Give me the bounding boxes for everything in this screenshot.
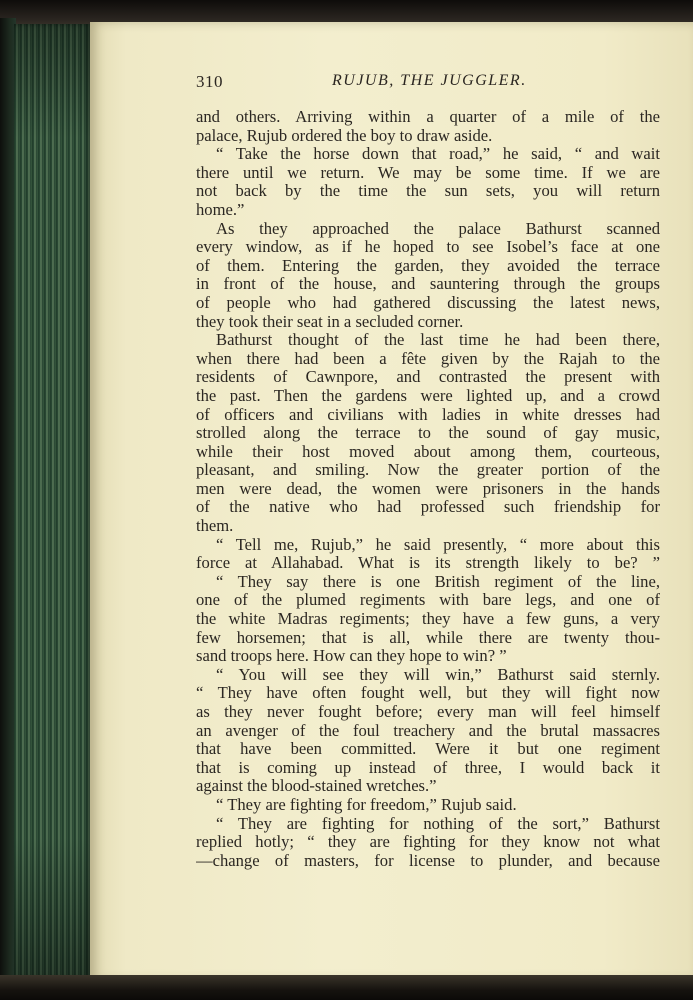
text-line: Bathurst thought of the last time he had been there, bbox=[216, 331, 660, 350]
text-line: replied hotly; “ they are fighting for they know not what bbox=[196, 833, 660, 852]
page-number: 310 bbox=[196, 72, 223, 91]
text-line: there until we return. We may be some time. If we are bbox=[196, 163, 660, 182]
running-head: RUJUB, THE JUGGLER. bbox=[332, 72, 527, 89]
text-line: “ Tell me, Rujub,” he said presently, “ more about this bbox=[216, 535, 660, 554]
text-line: that have been committed. Were it but one regiment bbox=[196, 740, 660, 759]
text-line: an avenger of the foul treachery and the brutal massacres bbox=[196, 721, 660, 740]
text-line: palace, Rujub ordered the boy to draw aside. bbox=[196, 126, 493, 145]
text-line: as they never fought before; every man will feel himself bbox=[196, 703, 660, 721]
text-line: every window, as if he hoped to see Isobel’s face at one bbox=[196, 238, 660, 257]
text-line: few horsemen; that is all, while there are twenty thou- bbox=[196, 628, 660, 647]
page-header bbox=[196, 72, 661, 96]
scan-bottom-edge bbox=[0, 975, 693, 1000]
text-line: them. bbox=[196, 517, 234, 536]
text-line: of people who had gathered discussing the latest news, bbox=[196, 293, 660, 312]
text-line: the white Madras regiments; they have a few guns, a very bbox=[196, 610, 660, 629]
text-line: when there had been a fête given by the Rajah to the bbox=[196, 349, 660, 368]
text-line: As they approached the palace Bathurst scanned bbox=[216, 219, 660, 238]
text-line: against the blood-stained wretches.” bbox=[196, 777, 437, 796]
text-line: “ They are fighting for freedom,” Rujub said. bbox=[216, 795, 517, 814]
body-text bbox=[196, 108, 660, 870]
text-line: pleasant, and smiling. Now the greater portion of the bbox=[196, 461, 660, 480]
text-line: in front of the house, and sauntering through the groups bbox=[196, 275, 660, 294]
text-line: and others. Arriving within a quarter of a mile of the bbox=[196, 108, 660, 126]
text-line: not back by the time the sun sets, you will return bbox=[196, 182, 660, 201]
text-line: “ They have often fought well, but they will fight now bbox=[196, 684, 660, 703]
text-line: sand troops here. How can they hope to win? ” bbox=[196, 647, 507, 666]
text-line: that is coming up instead of three, I would back it bbox=[196, 758, 660, 777]
text-line: “ You will see they will win,” Bathurst said sternly. bbox=[216, 665, 660, 684]
text-line: residents of Cawnpore, and contrasted the present with bbox=[196, 368, 660, 387]
text-line: of them. Entering the garden, they avoided the terrace bbox=[196, 256, 660, 275]
text-line: “ They are fighting for nothing of the sort,” Bathurst bbox=[216, 814, 660, 833]
text-line: “ Take the horse down that road,” he said, “ and wait bbox=[216, 145, 660, 164]
text-line: “ They say there is one British regiment of the line, bbox=[216, 572, 660, 591]
text-line: they took their seat in a secluded corner. bbox=[196, 312, 464, 331]
text-line: force at Allahabad. What is its strength likely to be? ” bbox=[196, 554, 660, 573]
page-stack-shadow bbox=[14, 24, 92, 980]
text-line: the past. Then the gardens were lighted up, and a crowd bbox=[196, 386, 660, 405]
text-line: home.” bbox=[196, 200, 245, 219]
text-line: while their host moved about among them, courteous, bbox=[196, 442, 660, 461]
text-line: men were dead, the women were prisoners in the hands bbox=[196, 479, 660, 498]
text-line: of the native who had professed such friendship for bbox=[196, 498, 660, 517]
text-line: one of the plumed regiments with bare legs, and one of bbox=[196, 591, 660, 610]
text-line: —change of masters, for license to plunder, and because bbox=[196, 851, 660, 870]
text-line: of officers and civilians with ladies in white dresses had bbox=[196, 405, 660, 424]
text-line: strolled along the terrace to the sound of gay music, bbox=[196, 424, 660, 443]
